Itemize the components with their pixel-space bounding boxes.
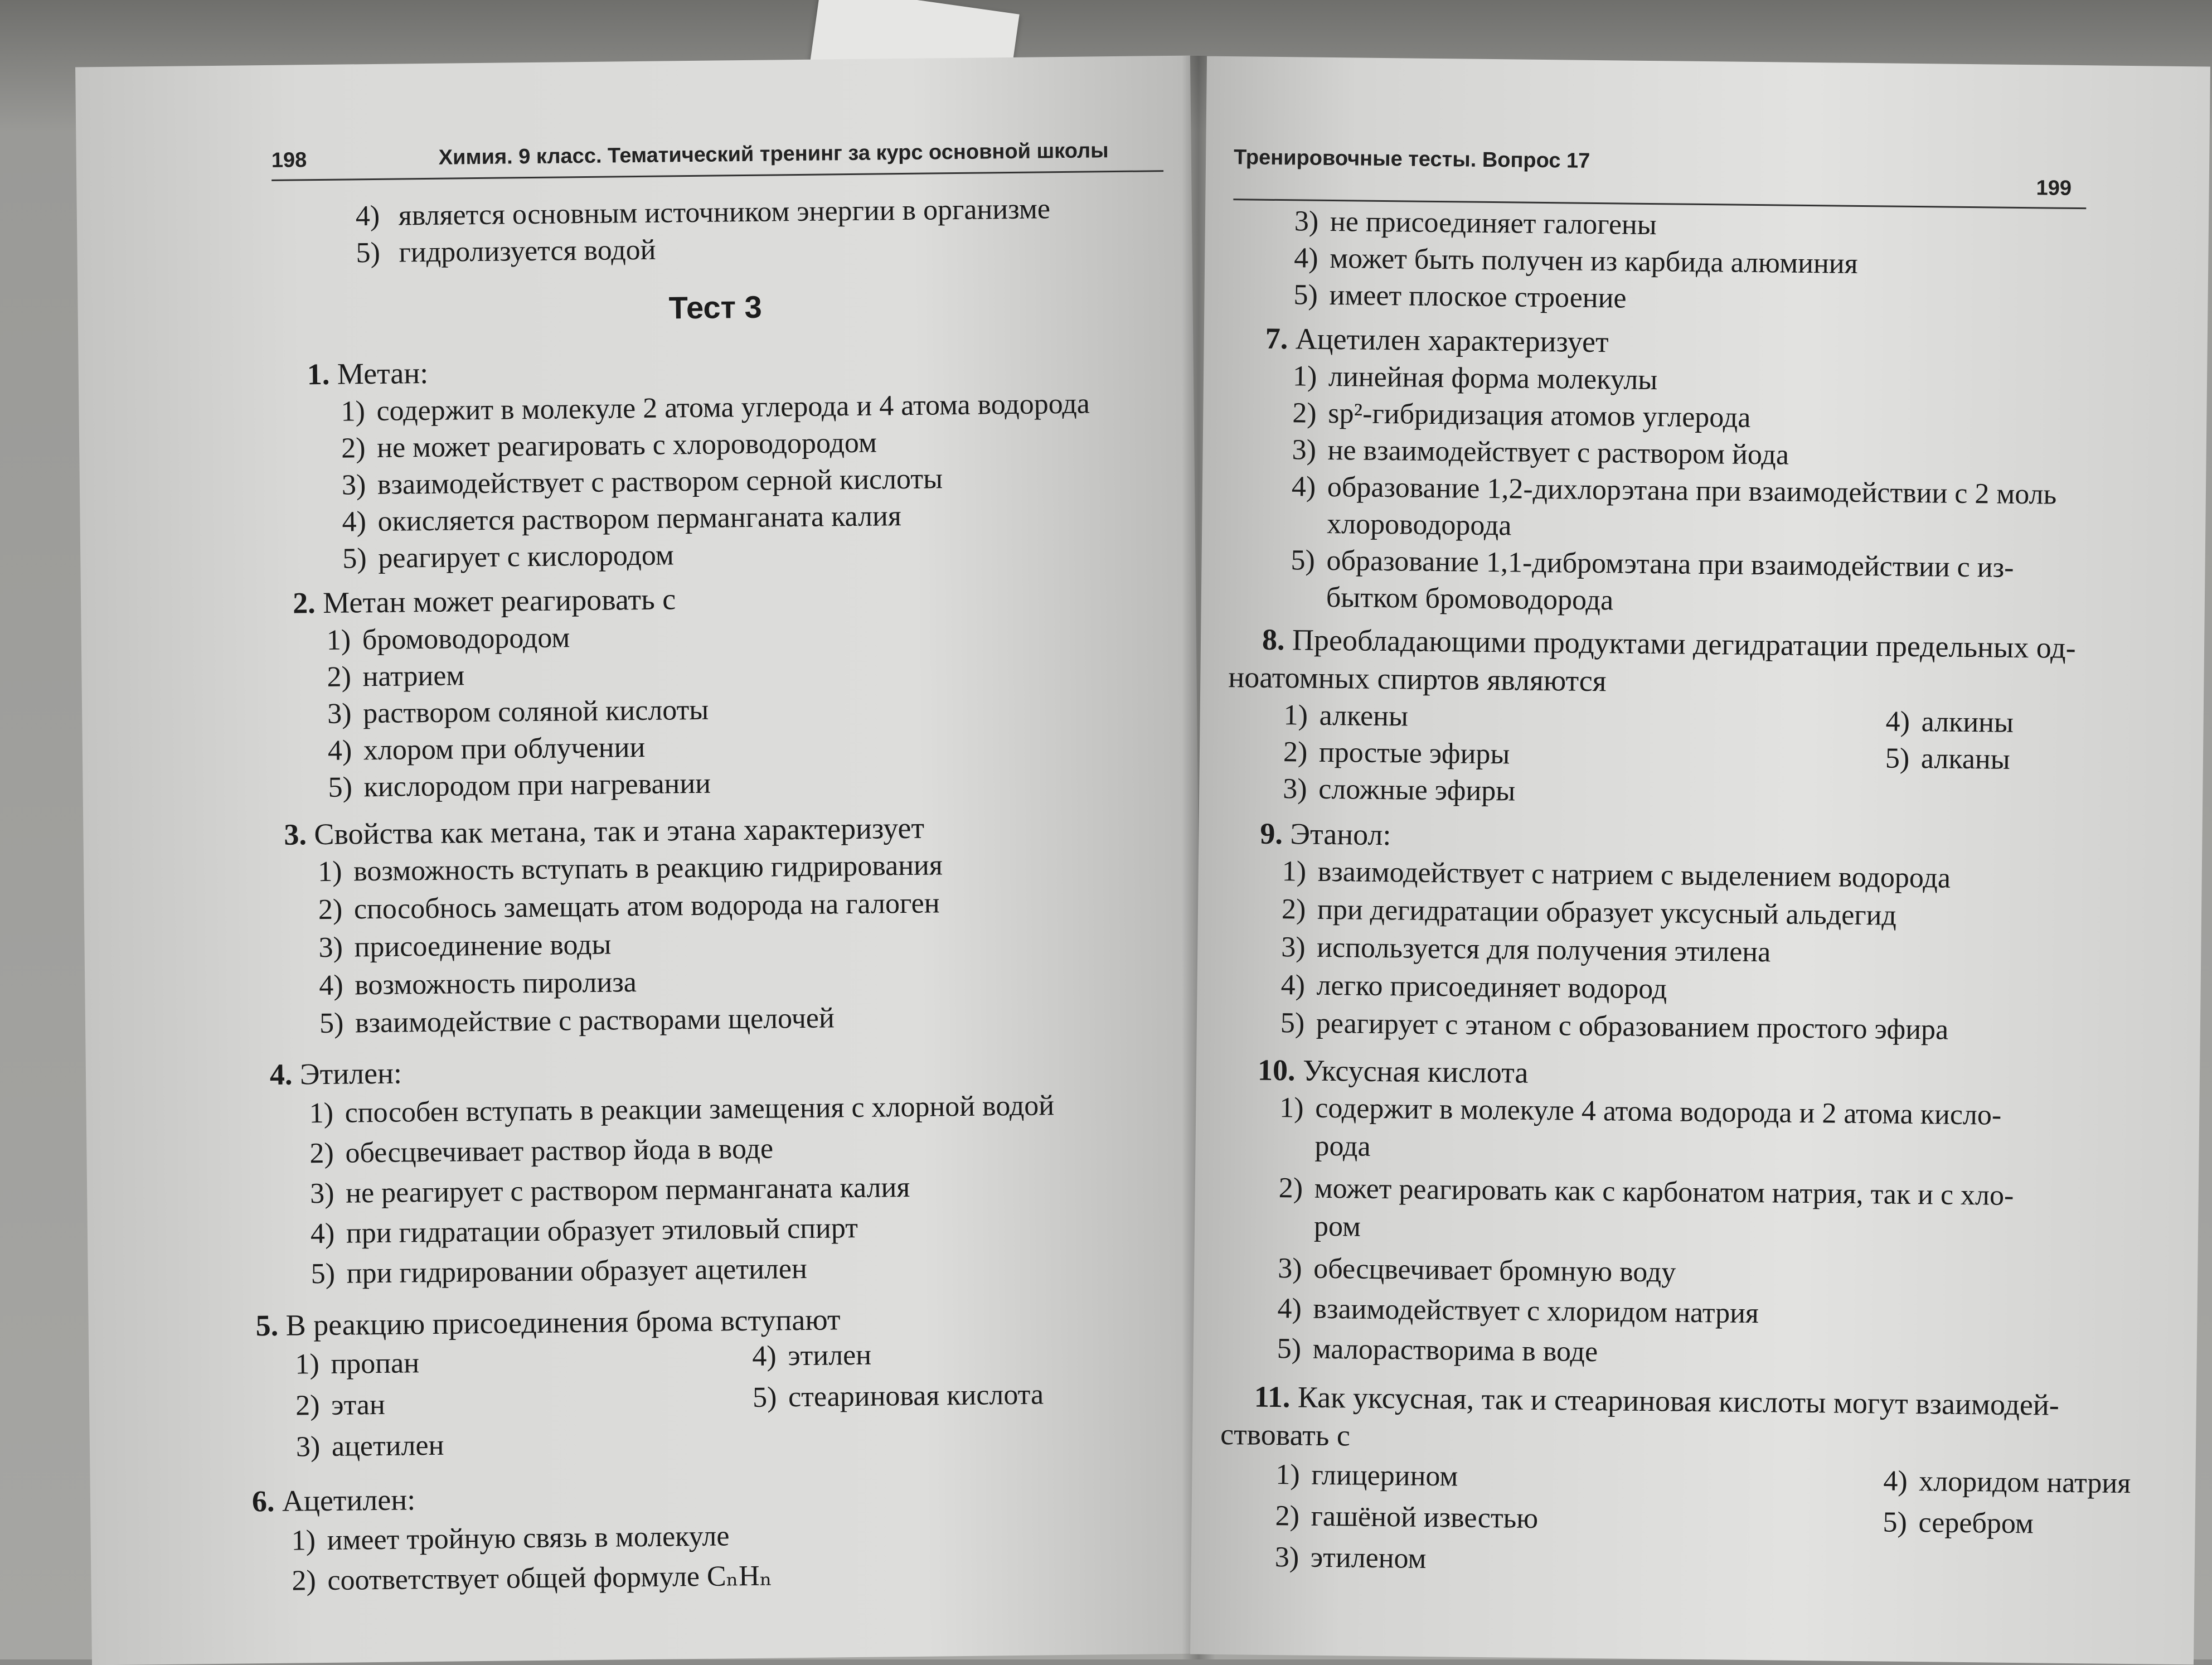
- list-item: 2) при дегидратации образует уксусный альдегид: [1281, 893, 1897, 932]
- list-item: 2) может реагировать как с карбонатом натрия, так и с хло-: [1278, 1172, 2014, 1212]
- list-item: 1) возможность вступать в реакцию гидрирования: [317, 849, 943, 888]
- running-title: Химия. 9 класс. Тематический тренинг за курс основной школы: [438, 139, 1109, 170]
- page-number: 198: [271, 148, 307, 172]
- running-title: Тренировочные тесты. Вопрос 17: [1233, 146, 1590, 173]
- list-item: 1) пропан: [295, 1347, 420, 1381]
- list-item: 3) сложные эфиры: [1283, 773, 1516, 807]
- list-item: 1) взаимодействует с натрием с выделением водорода: [1282, 855, 1951, 894]
- list-item: 5) реагирует с кислородом: [342, 539, 675, 575]
- left-page: [75, 56, 1207, 1665]
- list-item: 4) алкины: [1885, 705, 2014, 739]
- list-item: 5) серебром: [1883, 1506, 2034, 1540]
- list-item: 5) гидролизуется водой: [356, 234, 656, 269]
- list-item: 4) образование 1,2-дихлорэтана при взаимодействии с 2 моль: [1291, 471, 2057, 511]
- list-item: 5) при гидрировании образует ацетилен: [311, 1252, 808, 1290]
- list-item: 4) хлором при облучении: [327, 731, 646, 767]
- list-item: 2) простые эфиры: [1283, 736, 1510, 771]
- list-item: 2) соответствует общей формуле CₙHₙ: [292, 1560, 773, 1597]
- list-item: 1) содержит в молекуле 2 атома углерода и 4 атома водорода: [341, 388, 1090, 428]
- list-item: 5) образование 1,1-дибромэтана при взаимодействии с из-: [1291, 544, 2014, 584]
- list-item: 4) является основным источником энергии в организме: [355, 193, 1051, 233]
- list-item: 5) имеет плоское строение: [1293, 279, 1627, 314]
- list-item: 1) глицерином: [1275, 1459, 1458, 1493]
- test-title: Тест 3: [668, 289, 763, 326]
- question-8-cont: ноатомных спиртов являются: [1228, 660, 1607, 698]
- list-item: 3) не взаимодействует с раствором йода: [1292, 434, 1789, 471]
- list-item: 2) этан: [295, 1388, 386, 1422]
- list-item: 3) обесцвечивает бромную воду: [1277, 1252, 1676, 1289]
- list-item: 3) ацетилен: [295, 1429, 444, 1463]
- list-item: 4) при гидратации образует этиловый спирт: [310, 1212, 858, 1250]
- list-item: 2) гашёной известью: [1275, 1500, 1539, 1535]
- header-rule: [271, 170, 1163, 181]
- list-item: 4) окисляется раствором перманганата калия: [342, 500, 902, 538]
- list-item: ром: [1313, 1210, 1361, 1243]
- list-item: 3) не реагирует с раствором перманганата калия: [309, 1171, 910, 1210]
- list-item: 1) бромоводородом: [326, 622, 570, 656]
- list-item: 5) алканы: [1885, 742, 2011, 776]
- question-11: 11. Как уксусная, так и стеариновая кислоты могут взаимодей-: [1254, 1380, 2060, 1422]
- question-10: 10. Уксусная кислота: [1257, 1053, 1529, 1090]
- question-7: 7. Ацетилен характеризует: [1265, 321, 1609, 359]
- list-item: 4) возможность пиролиза: [319, 966, 637, 1002]
- question-5: 5. В реакцию присоединения брома вступают: [255, 1303, 841, 1343]
- list-item: 5) стеариновая кислота: [752, 1378, 1044, 1414]
- list-item: 5) малорастворима в воде: [1277, 1333, 1598, 1368]
- question-6: 6. Ацетилен:: [251, 1483, 416, 1518]
- list-item: 5) реагирует с этаном с образованием простого эфира: [1280, 1007, 1949, 1046]
- question-9: 9. Этанол:: [1260, 816, 1391, 852]
- list-item: 1) содержит в молекуле 4 атома водорода и 2 атома кисло-: [1279, 1092, 2002, 1131]
- question-1: 1. Метан:: [307, 356, 429, 391]
- list-item: 2) не может реагировать с хлороводородом: [341, 427, 877, 464]
- list-item: 1) способен вступать в реакции замещения с хлорной водой: [309, 1090, 1055, 1130]
- list-item: 1) имеет тройную связь в молекуле: [291, 1520, 730, 1557]
- list-item: 2) обесцвечивает раствор йода в воде: [309, 1132, 774, 1170]
- list-item: 3) этиленом: [1274, 1541, 1427, 1575]
- list-item: 2) способнось замещать атом водорода на галоген: [318, 887, 940, 926]
- list-item: 2) натрием: [327, 660, 465, 693]
- list-item: 3) присоединение воды: [318, 928, 612, 964]
- right-page: [1190, 56, 2210, 1665]
- list-item: 3) взаимодействует с раствором серной кислоты: [341, 463, 943, 501]
- list-item: 1) линейная форма молекулы: [1292, 360, 1658, 396]
- question-8: 8. Преобладающими продуктами дегидратации предельных од-: [1262, 622, 2077, 665]
- list-item: 4) хлоридом натрия: [1883, 1465, 2131, 1500]
- list-item: 4) легко присоединяет водород: [1280, 969, 1667, 1005]
- list-item: 1) алкены: [1283, 699, 1409, 733]
- question-4: 4. Этилен:: [269, 1056, 402, 1091]
- list-item: хлороводорода: [1326, 507, 1512, 542]
- list-item: 4) взаимодействует с хлоридом натрия: [1277, 1293, 1759, 1330]
- question-11-cont: ствовать с: [1220, 1417, 1351, 1453]
- list-item: 4) может быть получен из карбида алюминия: [1293, 242, 1858, 280]
- list-item: 2) sp²-гибридизация атомов углерода: [1292, 397, 1751, 434]
- list-item: бытком бромоводорода: [1326, 581, 1614, 617]
- list-item: 5) кислородом при нагревании: [328, 767, 711, 804]
- list-item: 3) используется для получения этилена: [1281, 931, 1771, 969]
- page-number: 199: [2036, 176, 2072, 200]
- list-item: 3) раствором соляной кислоты: [327, 694, 709, 730]
- question-3: 3. Свойства как метана, так и этана характеризует: [284, 811, 925, 851]
- list-item: 4) этилен: [752, 1339, 872, 1372]
- list-item: 5) взаимодействие с растворами щелочей: [319, 1002, 835, 1040]
- list-item: 3) не присоединяет галогены: [1294, 205, 1657, 241]
- list-item: рода: [1314, 1130, 1371, 1163]
- question-2: 2. Метан может реагировать с: [292, 582, 676, 620]
